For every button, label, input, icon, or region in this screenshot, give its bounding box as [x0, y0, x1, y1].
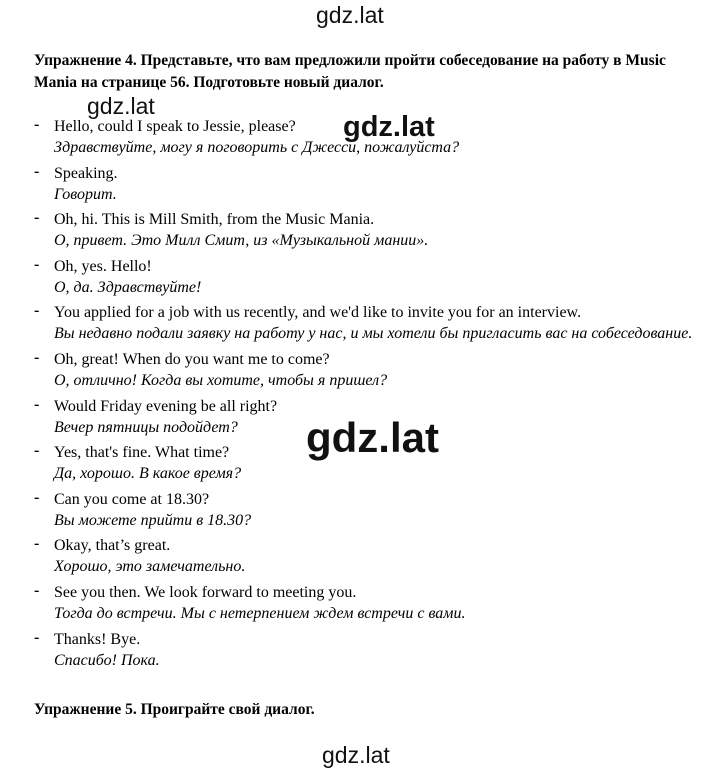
line-russian: Спасибо! Пока.: [54, 651, 160, 669]
dialogue-line: [34, 442, 694, 484]
dialogue-line: [34, 349, 694, 391]
line-dash: -: [34, 162, 40, 180]
line-russian: Вы можете прийти в 18.30?: [54, 511, 252, 529]
watermark-center-small: gdz.lat: [343, 111, 435, 143]
line-english: Yes, that's fine. What time?: [54, 444, 230, 462]
dialogue-line: [34, 302, 694, 344]
dialogue-line: [34, 256, 694, 298]
watermark-bottom: gdz.lat: [322, 742, 390, 768]
dialogue-line: [34, 629, 694, 671]
line-english: You applied for a job with us recently, and we'd like to invite you for an interview.: [54, 304, 582, 322]
line-english: Oh, yes. Hello!: [54, 257, 152, 275]
line-dash: -: [34, 302, 40, 320]
line-dash: -: [34, 488, 40, 506]
line-dash: -: [34, 395, 40, 413]
dialogue-line: [34, 396, 694, 438]
line-russian: Здравствуйте, могу я поговорить с Джесси, пожалуйста?: [54, 139, 460, 156]
dialogue-line: [34, 209, 694, 251]
line-english: Okay, that’s great.: [54, 537, 171, 555]
watermark-center-large: gdz.lat: [306, 414, 439, 461]
line-russian: О, да. Здравствуйте!: [54, 278, 202, 296]
line-russian: Да, хорошо. В какое время?: [54, 465, 242, 483]
line-russian: Хорошо, это замечательно.: [54, 558, 246, 576]
line-dash: -: [34, 535, 40, 553]
dialogue-line: [34, 535, 694, 577]
exercise-5-heading: Упражнение 5. Проиграйте свой диалог.: [34, 701, 315, 718]
line-dash: -: [34, 581, 40, 599]
line-dash: -: [34, 628, 40, 646]
line-english: Would Friday evening be all right?: [54, 397, 278, 415]
dialogue-line: [34, 489, 694, 531]
line-dash: -: [34, 442, 40, 460]
line-russian: Тогда до встречи. Мы с нетерпением ждем встречи с вами.: [54, 604, 466, 622]
watermark-top: gdz.lat: [316, 2, 384, 28]
line-english: Speaking.: [54, 164, 118, 182]
line-english: Oh, great! When do you want me to come?: [54, 350, 330, 368]
line-dash: -: [34, 255, 40, 273]
line-english: Can you come at 18.30?: [54, 490, 210, 508]
watermark-left: gdz.lat: [87, 93, 155, 119]
line-english: Oh, hi. This is Mill Smith, from the Music Mania.: [54, 211, 375, 229]
line-russian: Вы недавно подали заявку на работу у нас, и мы хотели бы пригласить вас на собеседование.: [54, 325, 693, 343]
line-russian: Говорит.: [54, 185, 117, 203]
dialogue-line: [34, 116, 694, 158]
line-english: See you then. We look forward to meeting you.: [54, 583, 357, 601]
line-russian: Вечер пятницы подойдет?: [54, 418, 238, 436]
line-english: Hello, could I speak to Jessie, please?: [54, 118, 296, 135]
dialogue-list: [34, 116, 694, 675]
line-russian: О, привет. Это Милл Смит, из «Музыкальной мании».: [54, 232, 429, 250]
line-dash: -: [34, 348, 40, 366]
line-dash: -: [34, 209, 40, 227]
dialogue-line: [34, 582, 694, 624]
line-dash: -: [34, 116, 40, 133]
line-russian: О, отлично! Когда вы хотите, чтобы я пришел?: [54, 371, 388, 389]
exercise-4-heading: Упражнение 4. Представьте, что вам предложили пройти собеседование на работу в Music Mania на странице 56. Подготовьте новый диалог.: [34, 52, 666, 91]
line-english: Thanks! Bye.: [54, 630, 141, 648]
dialogue-line: [34, 163, 694, 205]
